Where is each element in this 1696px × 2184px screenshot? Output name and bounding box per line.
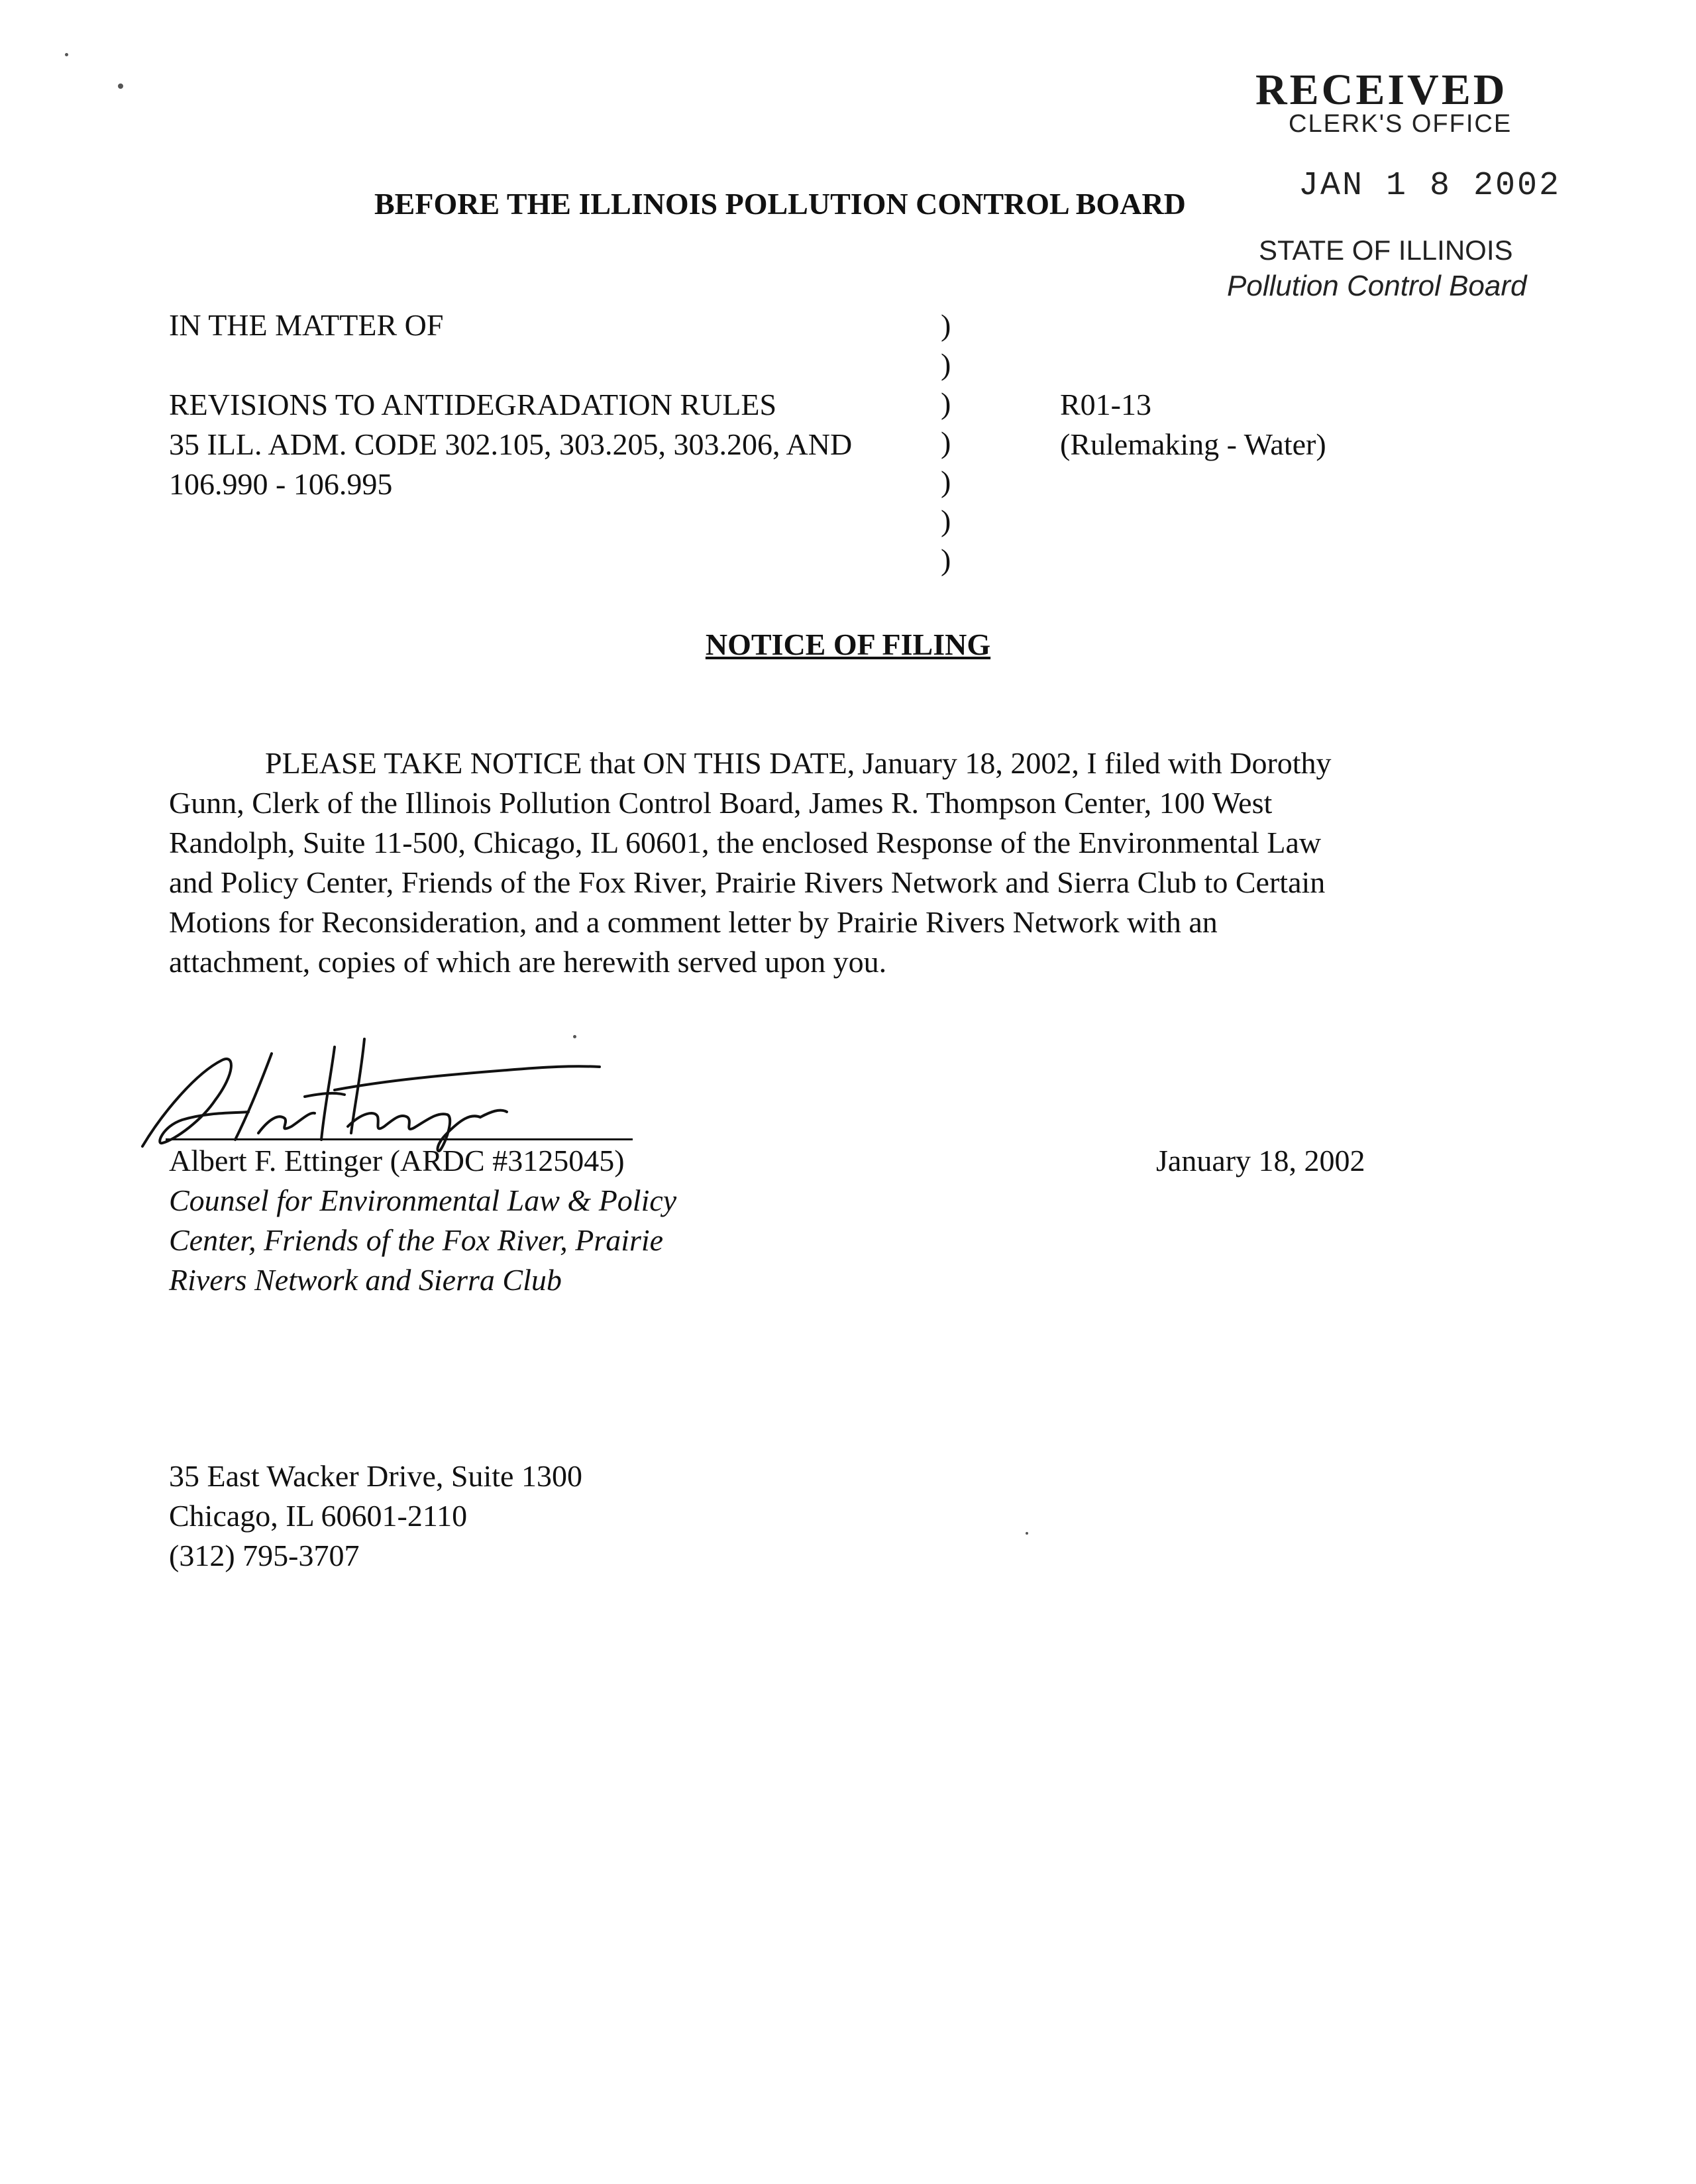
address-line: 35 East Wacker Drive, Suite 1300 (169, 1459, 582, 1493)
notice-body-line: Randolph, Suite 11-500, Chicago, IL 60601, the enclosed Response of the Environmental Law (169, 826, 1322, 859)
received-stamp-board: Pollution Control Board (1227, 270, 1527, 302)
received-stamp-date: JAN 1 8 2002 (1298, 167, 1562, 205)
docket-block (1060, 385, 1326, 464)
signer-title-line: Center, Friends of the Fox River, Prairie (169, 1223, 664, 1257)
document-heading: BEFORE THE ILLINOIS POLLUTION CONTROL BOARD (374, 187, 1186, 221)
signature-date: January 18, 2002 (1156, 1144, 1365, 1177)
caption-parentheses (941, 305, 951, 579)
caption-revisions-line: REVISIONS TO ANTIDEGRADATION RULES (169, 388, 777, 421)
signer-block (169, 1141, 676, 1300)
caption-paren: ) (941, 464, 951, 498)
docket-type: (Rulemaking - Water) (1060, 427, 1326, 461)
caption-matter: IN THE MATTER OF (169, 308, 444, 342)
caption-paren: ) (941, 386, 951, 420)
address-block (169, 1456, 582, 1576)
caption-paren: ) (941, 347, 951, 381)
signer-title-line: Rivers Network and Sierra Club (169, 1263, 562, 1297)
scan-speck (65, 53, 68, 56)
received-stamp-title: RECEIVED (1255, 66, 1508, 114)
caption-paren: ) (941, 425, 951, 459)
caption-paren: ) (941, 504, 951, 537)
signature-line (166, 1138, 633, 1140)
handwritten-signature (136, 1034, 639, 1153)
caption-paren: ) (941, 543, 951, 576)
notice-body-line: attachment, copies of which are herewith served upon you. (169, 945, 887, 979)
signer-name: Albert F. Ettinger (ARDC #3125045) (169, 1144, 625, 1177)
notice-title: NOTICE OF FILING (705, 628, 991, 661)
scan-speck (1026, 1532, 1028, 1535)
caption-revisions-line: 35 ILL. ADM. CODE 302.105, 303.205, 303.206, AND (169, 427, 853, 461)
scan-speck (573, 1035, 576, 1038)
notice-body (169, 743, 1494, 982)
received-stamp-office: CLERK'S OFFICE (1289, 110, 1512, 138)
docket-number: R01-13 (1060, 388, 1151, 421)
notice-body-line: and Policy Center, Friends of the Fox River, Prairie Rivers Network and Sierra Club to Certain (169, 865, 1326, 899)
address-line: (312) 795-3707 (169, 1539, 360, 1572)
address-line: Chicago, IL 60601-2110 (169, 1499, 468, 1533)
signer-title-line: Counsel for Environmental Law & Policy (169, 1183, 677, 1217)
notice-body-line: Gunn, Clerk of the Illinois Pollution Control Board, James R. Thompson Center, 100 West (169, 786, 1273, 820)
notice-body-line: Motions for Reconsideration, and a comment letter by Prairie Rivers Network with an (169, 905, 1218, 939)
notice-body-line: PLEASE TAKE NOTICE that ON THIS DATE, January 18, 2002, I filed with Dorothy (265, 746, 1332, 780)
scan-speck (118, 83, 123, 89)
caption-revisions-line: 106.990 - 106.995 (169, 467, 393, 501)
caption-revisions (169, 385, 852, 504)
received-stamp-state: STATE OF ILLINOIS (1259, 235, 1513, 266)
caption-paren: ) (941, 308, 951, 342)
